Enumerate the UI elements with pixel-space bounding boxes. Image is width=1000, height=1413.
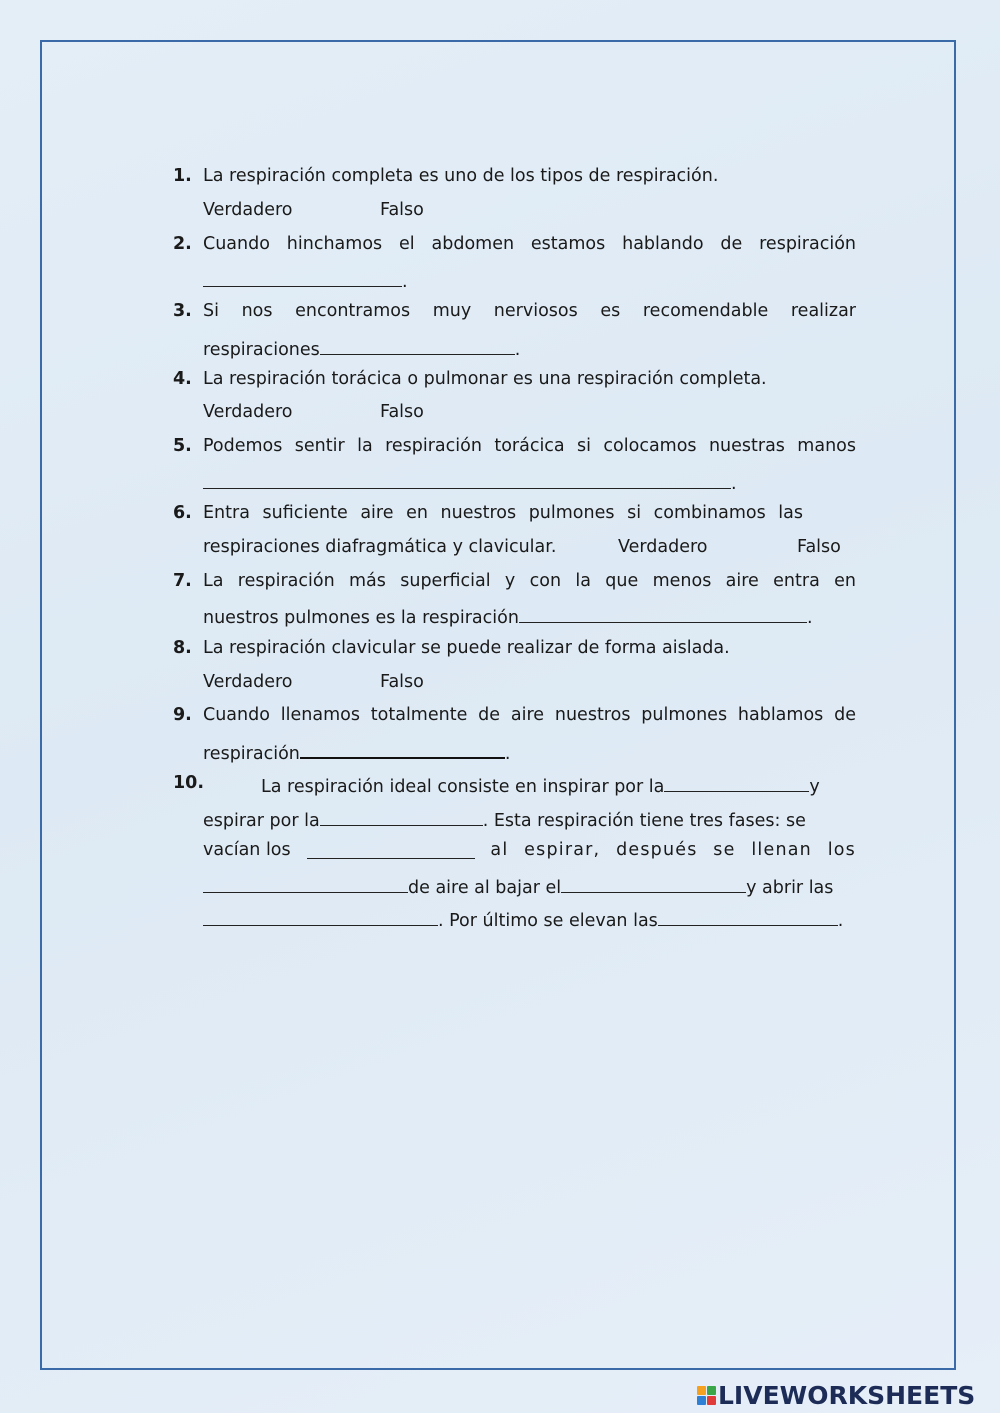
question-text: . Esta respiración tiene tres fases: se (482, 811, 806, 831)
question-text: La respiración torácica o pulmonar es una respiración completa. (203, 369, 767, 389)
answer-blank[interactable] (203, 874, 408, 893)
question-text: espirar por la (203, 811, 320, 831)
answer-line (203, 604, 813, 628)
answer-line (203, 739, 510, 764)
question-10-line-3 (203, 840, 856, 860)
question-text-cont: respiraciones (203, 340, 320, 360)
logo-icon (697, 1386, 716, 1405)
punctuation: . (402, 272, 408, 292)
logo-square (697, 1396, 706, 1405)
option-true[interactable]: Verdadero (618, 537, 708, 557)
option-false[interactable]: Falso (797, 537, 841, 557)
question-number: 10. (173, 773, 205, 793)
question-text: Cuando hinchamos el abdomen estamos hablando de respiración (203, 234, 856, 254)
answer-line (203, 336, 520, 360)
question-text: La respiración más superficial y con la que menos aire entra en (203, 571, 856, 591)
answer-blank[interactable] (320, 807, 483, 826)
answer-blank[interactable] (519, 604, 807, 623)
punctuation: . (504, 744, 511, 764)
answer-blank[interactable] (203, 268, 402, 287)
question-text: Podemos sentir la respiración torácica si colocamos nuestras manos (203, 436, 856, 456)
question-text: y (809, 777, 820, 797)
option-true[interactable]: Verdadero (203, 402, 293, 422)
question-text-cont: respiraciones diafragmática y clavicular. (203, 537, 557, 557)
answer-blank[interactable] (203, 470, 731, 489)
logo-square (707, 1386, 716, 1395)
logo-square (707, 1396, 716, 1405)
option-true[interactable]: Verdadero (203, 672, 293, 692)
question-number: 3. (173, 301, 192, 321)
question-text: vacían los (203, 840, 291, 860)
answer-blank[interactable] (320, 336, 515, 355)
answer-blank[interactable] (561, 874, 746, 893)
question-10-line-2 (203, 807, 856, 831)
question-text: Entra suficiente aire en nuestros pulmones si combinamos las (203, 503, 803, 523)
option-false[interactable]: Falso (380, 402, 424, 422)
question-text-cont: respiración (203, 744, 300, 764)
punctuation: . (731, 474, 737, 494)
question-text: . Por último se elevan las (438, 911, 658, 931)
answer-blank[interactable] (664, 773, 809, 792)
answer-line (203, 470, 737, 494)
question-text: de aire al bajar el (408, 878, 562, 898)
logo-square (697, 1386, 706, 1395)
option-true[interactable]: Verdadero (203, 200, 293, 220)
option-false[interactable]: Falso (380, 200, 424, 220)
question-text-cont: nuestros pulmones es la respiración (203, 608, 519, 628)
question-text: al espirar, después se llenan los (490, 840, 856, 860)
question-number: 7. (173, 571, 192, 591)
answer-blank[interactable] (300, 739, 505, 759)
question-10-line-4 (203, 874, 833, 898)
punctuation: . (806, 608, 813, 628)
question-number: 1. (173, 166, 192, 186)
answer-blank[interactable] (307, 840, 475, 859)
brand-name: LIVEWORKSHEETS (718, 1380, 976, 1410)
option-false[interactable]: Falso (380, 672, 424, 692)
question-text: La respiración ideal consiste en inspirar por la (261, 777, 665, 797)
question-number: 6. (173, 503, 192, 523)
question-text: Si nos encontramos muy nerviosos es recomendable realizar (203, 301, 856, 321)
question-number: 4. (173, 369, 192, 389)
question-text: y abrir las (746, 878, 834, 898)
question-number: 2. (173, 234, 192, 254)
question-number: 5. (173, 436, 192, 456)
question-10-line-5 (203, 907, 843, 931)
punctuation: . (837, 911, 844, 931)
punctuation: . (514, 340, 521, 360)
question-10-line-1 (261, 773, 820, 797)
question-text: La respiración clavicular se puede realizar de forma aislada. (203, 638, 730, 658)
question-number: 9. (173, 705, 192, 725)
question-text: Cuando llenamos totalmente de aire nuestros pulmones hablamos de (203, 705, 856, 725)
question-number: 8. (173, 638, 192, 658)
liveworksheets-logo (697, 1380, 975, 1410)
answer-blank[interactable] (203, 907, 438, 926)
question-text: La respiración completa es uno de los tipos de respiración. (203, 166, 719, 186)
answer-line (203, 268, 408, 292)
answer-blank[interactable] (658, 907, 838, 926)
